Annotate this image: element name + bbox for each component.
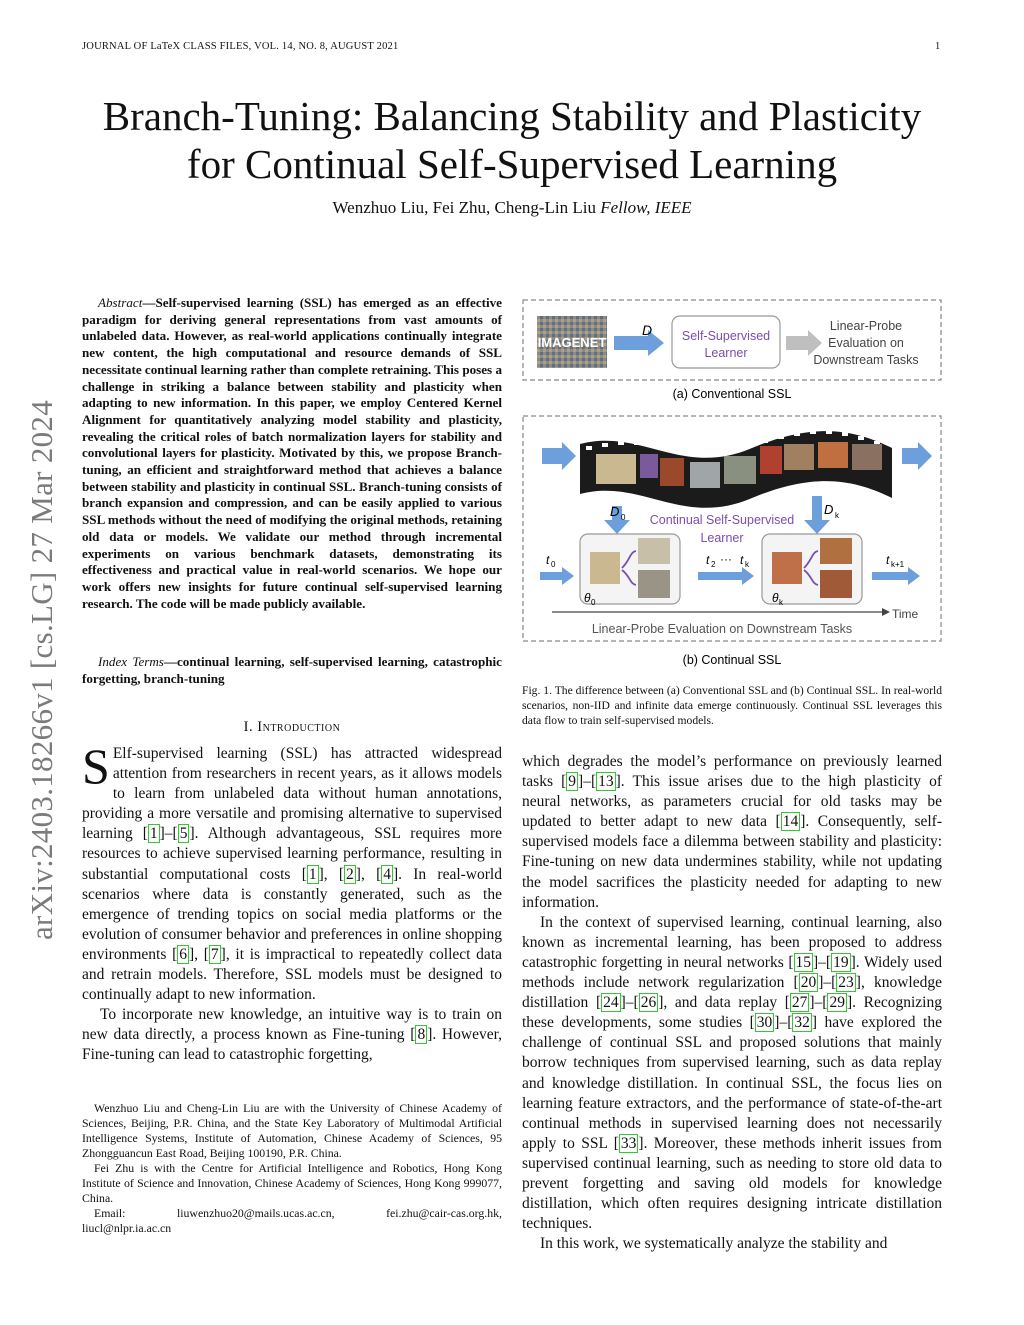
email-3[interactable]: liucl@nlpr.ia.ac.cn [82,1221,172,1235]
abstract-label: Abstract [98,295,143,310]
label-tk1-sub: k+1 [891,560,905,569]
label-D0: D [610,504,620,519]
continual-line-1: Continual Self-Supervised [649,513,795,527]
label-dots: ··· [720,552,732,566]
intro-right-column [522,752,942,1254]
label-Dk: D [824,502,834,517]
footnotes [82,1101,502,1236]
image-food-1 [772,552,802,584]
citation-link[interactable]: 33 [620,1134,637,1152]
label-theta0-sub: 0 [591,598,596,607]
label-tk1: t [886,553,890,567]
section-heading [82,719,502,736]
citation-link[interactable]: 1 [308,865,317,883]
text-run: . In real-world scenarios where data is constantly generated, such as the emergence of trending topics on social media platforms or the evolution of consumer behavior and preferences in online shopping environments [82,865,502,963]
index-terms [82,654,502,687]
citation-link[interactable]: 7 [210,945,219,963]
email-1[interactable]: liuwenzhuo20@mails.ucas.ac.cn, [176,1206,335,1220]
citation-link[interactable]: 24 [603,994,619,1012]
citation-link[interactable]: 30 [756,1014,773,1032]
label-tk: t [740,553,744,567]
dropcap: S [82,738,110,794]
probe-line-1: Linear-Probe [829,319,903,333]
text-run: . Recognizing these developments, some studies [522,994,942,1032]
title-line-1: Branch-Tuning: Balancing Stability and Plasticity [102,93,922,139]
arrow-t0 [540,567,574,585]
text-run: . Consequently, self-supervised models face a dilemma between stability and plasticity: Fine-tuning on new data undermines stability, while not updating the model sacrifices the plasticity needed for adapting to new information. [522,813,943,911]
abstract [82,295,502,612]
arrow-t2-tk [698,567,754,585]
label-t0-sub: 0 [551,560,556,569]
text-run: Elf-supervised learning (SSL) has attracted widespread attention from researchers in recent years, as it allows models to learn from unlabeled data without human annotations, providing a more versatile and promising alternative to supervised learning [82,745,502,843]
abstract-text: —Self-supervised learning (SSL) has emerged as an effective paradigm for deriving general representations from vast amounts of unlabeled data. However, as real-world applications continually integrate new content, the high computational and resource demands of SSL necessitate continual learning rather than complete retraining. This poses a challenge in striking a balance between stability and plasticity when adapting to new information. In this paper, we employ Centered Kernel Alignment for quantitatively analyzing model stability and plasticity, revealing the critical roles of batch normalization layers for stability and convolutional layers for plasticity. Motivated by this, we propose Branch-tuning, an efficient and straightforward method that achieves a balance between stability and plasticity in continual SSL. Branch-tuning consists of branch expansion and compression, and can be easily applied to various SSL methods without the need of modifying the original methods, retaining old data or models. We validate our method through incremental experiments on various benchmark datasets, demonstrating its effectiveness and practical value in real-world scenarios. We hope our work offers new insights for future continual self-supervised learning research. The code will be made publicly available. [82,295,502,611]
label-t0: t [546,553,550,567]
index-terms-label: Index Terms [98,654,164,669]
paper-title [82,92,942,188]
text-run: . Moreover, these methods inherit issues from supervised continual learning, such as needing to store old data to prevent forgetting and saving old models for knowledge distillation, which often requires designing intricate distillation techniques. [522,1134,942,1233]
ssl-learner-line-1: Self-Supervised [681,329,771,343]
citation-link[interactable]: 5 [179,825,188,843]
arxiv-stamp: arXiv:2403.18266v1 [cs.LG] 27 Mar 2024 [24,399,59,940]
text-run: In the context of supervised learning, continual learning, also known as incremental learning, has been proposed to address catastrophic forgetting in neural networks [522,913,942,971]
probe-line-3: Downstream Tasks [813,353,919,367]
author-names: Wenzhuo Liu, Fei Zhu, Cheng-Lin Liu [332,198,596,217]
label-t2: t [706,553,710,567]
label-tk-sub: k [745,560,749,569]
citation-link[interactable]: 4 [383,865,391,883]
citation-link[interactable]: 23 [838,974,854,992]
image-dog-3 [638,570,670,598]
ssl-learner-line-2: Learner [704,346,748,360]
subcaption-a: (a) Conventional SSL [672,387,792,401]
citation-link[interactable]: 26 [640,994,657,1012]
figure-1-svg [522,298,942,670]
figure-caption: Fig. 1. The difference between (a) Conventional SSL and (b) Continual SSL. In real-world scenarios, non-IID and infinite data emerge continuously. Continual SSL leverages this data flow to train self-supervised models. [522,684,942,727]
citation-link[interactable]: 2 [346,865,354,883]
text-run: . However, Fine-tuning can lead to catastrophic forgetting, [82,1026,502,1064]
text-run: , and data replay [663,994,785,1012]
text-run: . Although advantageous, SSL requires more resources to achieve supervised learning performance, resulting in substantial computational costs [82,825,502,883]
label-t2-sub: 2 [711,560,716,569]
title-line-2: for Continual Self-Supervised Learning [186,141,838,187]
subcaption-b: (b) Continual SSL [682,653,782,667]
label-D0-sub: 0 [621,513,626,522]
image-dog-1 [590,552,620,584]
image-dog-2 [638,538,670,564]
intro-paragraph-5: In this work, we systematically analyze the stability and [540,1235,888,1253]
figure-1 [522,298,942,670]
intro-paragraph-2: To incorporate new knowledge, an intuitive way is to train on new data directly, a process known as Fine-tuning [ 8 ]. However, Fine-tuning can lead to catastrophic forgetting, [82,1006,502,1064]
citation-link[interactable]: 15 [795,953,812,971]
section-number: I. [243,719,254,735]
text-run: To incorporate new knowledge, an intuitive way is to train on new data directly, a process known as Fine-tuning [82,1006,502,1044]
arrow-data-to-learner [614,330,664,356]
probe-eval-label: Linear-Probe Evaluation on Downstream Tasks [591,622,853,636]
citation-link[interactable]: 32 [794,1014,810,1032]
footnote-affiliation-2: Fei Zhu is with the Centre for Artificial Intelligence and Robotics, Hong Kong Institute of Science and Innovation, Chinese Academy of Sciences, Hong Kong 999077, China. [82,1161,502,1205]
text-run: have explored the challenge of continual SSL and proposed solutions that mainly borrow techniques from supervised learning, such as data replay and knowledge distillation. In continual SSL, the focus lies on learning feature extractors, and the performance of state-of-the-art continual methods in supervised learning does not necessarily apply to SSL [522,1014,942,1152]
email-2[interactable]: fei.zhu@cair-cas.org.hk, [386,1206,502,1220]
text-run: which degrades the model’s performance on previously learned tasks [522,753,942,791]
footnote-emails [82,1206,502,1221]
arrow-tk1 [872,567,920,585]
text-run: . Widely used methods include network regularization [522,953,942,992]
citation-link[interactable]: 1 [149,825,158,843]
label-thetak: θ [772,591,779,605]
label-Dk-sub: k [835,511,839,520]
imagenet-logo-text: IMAGENET [537,335,607,350]
text-run: . This issue arises due to the high plasticity of neural networks, as parameters crucial for old tasks may be updated to better adapt to new data [522,773,942,831]
time-axis-head [882,608,890,616]
stream-out-arrow [902,442,932,470]
stream-in-arrow [542,442,576,470]
citation-link[interactable]: 27 [791,994,808,1012]
author-title: Fellow, IEEE [600,198,692,217]
citation-link[interactable]: 6 [179,945,187,963]
citation-link[interactable]: 20 [800,974,817,992]
running-header: JOURNAL OF LaTeX CLASS FILES, VOL. 14, NO. 8, AUGUST 2021 [82,41,399,52]
image-food-2 [820,538,852,564]
page-number: 1 [935,41,941,52]
citation-link[interactable]: 14 [782,813,799,831]
email-label: Email: [94,1206,126,1220]
citation-link[interactable]: 13 [598,773,614,791]
image-food-3 [820,570,852,598]
citation-link[interactable]: 8 [417,1026,426,1044]
intro-paragraph-1: S Elf-supervised learning (SSL) has attracted widespread attention from researchers in recent years, as it allows models to learn from unlabeled data without human annotations, providing a more versatile and promising alternative to supervised learning [ 1 ]–[ 5 ]. Although advantageous, SSL requires more resources to achieve supervised learning performance, resulting in substantial computational costs [ 1 ], [ 2 ], [ 4 ]. In real-world scenarios where data is constantly generated, such as the emergence of trending topics on social media platforms or the evolution of consumer behavior and preferences in online shopping environments [ 6 ], [ 7 ], it is impractical to repeatedly collect data and retrain models. Therefore, SSL models must be designed to continually adapt to new information. [82,738,502,1004]
text-run: , knowledge distillation [522,974,942,1012]
continual-line-2: Learner [700,531,744,545]
intro-paragraph-4: In the context of supervised learning, continual learning, also known as incremental learning, has been proposed to address catastrophic forgetting in neural networks [ 15 ]–[ 19 ]. Widely used methods include network regularization [ 20 ]–[ 23 ], knowledge distillation [ 24 ]–[ 26 ], and data replay [ 27 ]–[ 29 ]. Recognizing these developments, some studies [ 30 ]–[ 32 ] have explored the challenge of continual SSL and proposed solutions that mainly borrow techniques from supervised learning, such as data replay and knowledge distillation. In continual SSL, the focus lies on learning feature extractors, and the performance of state-of-the-art continual methods in supervised learning does not necessarily apply to SSL [ 33 ]. Moreover, these methods inherit issues from supervised continual learning, such as needing to store old data to prevent forgetting and saving old models for knowledge distillation, which often requires designing intricate distillation techniques. [522,913,942,1233]
label-thetak-sub: k [779,598,783,607]
footnote-affiliation-1: Wenzhuo Liu and Cheng-Lin Liu are with the University of Chinese Academy of Sciences, Beijing, P.R. China, and the State Key Laboratory of Multimodal Artificial Intelligence Systems, Institute of Automation, Chinese Academy of Sciences, 95 Zhongguancun East Road, Beijing 100190, P.R. China. [82,1101,502,1160]
citation-link[interactable]: 19 [833,953,849,971]
probe-line-2: Evaluation on [828,336,904,350]
intro-left-column [82,738,502,1066]
section-title: Introduction [257,719,341,735]
citation-link[interactable]: 9 [568,773,577,791]
label-theta0: θ [584,591,591,605]
index-terms-text: —continual learning, self-supervised learning, catastrophic forgetting, branch-tuning [82,654,502,686]
citation-link[interactable]: 29 [829,994,845,1012]
time-label: Time [892,607,919,621]
text-run: , it is impractical to repeatedly collect data and retrain models. Therefore, SSL models must be designed to continually adapt to new information. [82,945,502,1004]
label-D: D [642,322,653,338]
authors [82,198,942,218]
intro-paragraph-3: which degrades the model’s performance on previously learned tasks [ 9 ]–[ 13 ]. This issue arises due to the high plasticity of neural networks, as parameters crucial for old tasks may be updated to better adapt to new data [ 14 ]. Consequently, self-supervised models face a dilemma between stability and plasticity: Fine-tuning on new data undermines stability, while not updating the model sacrifices the plasticity needed for adapting to new information. [522,753,943,911]
